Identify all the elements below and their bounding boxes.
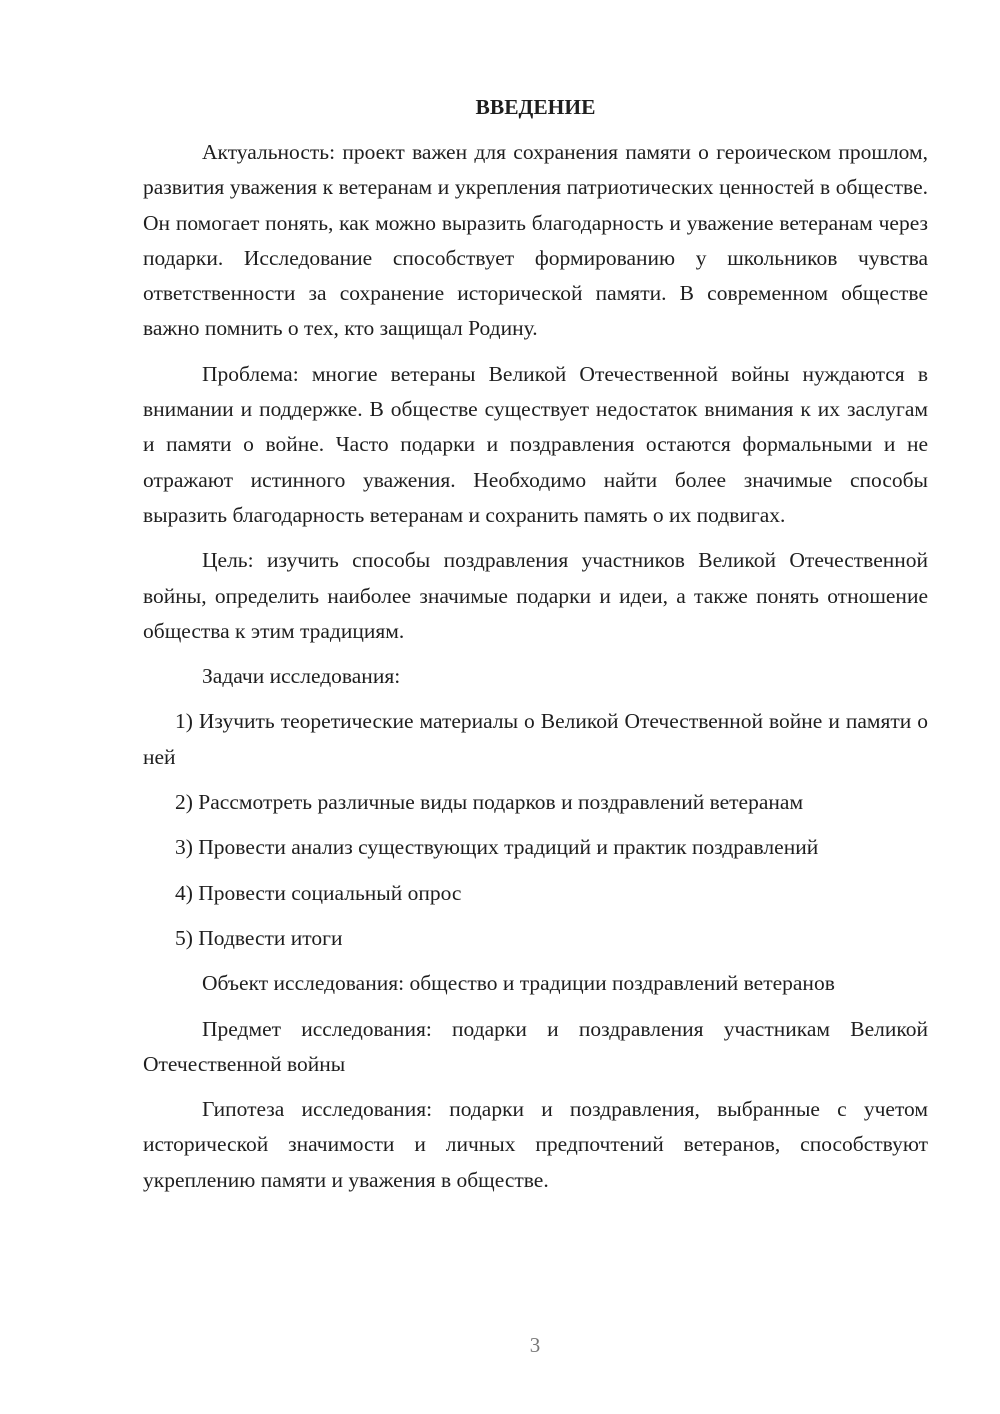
task-item: 4) Провести социальный опрос <box>175 880 462 905</box>
task-item: 1) Изучить теоретические материалы о Великой Отечественной войне и памяти о ней <box>143 709 928 769</box>
paragraph-hypothesis: Гипотеза исследования: подарки и поздравления, выбранные с учетом исторической значимости и личных предпочтений ветеранов, способствуют укреплению памяти и уважения в обществе. <box>143 1097 928 1192</box>
paragraph-relevance: Актуальность: проект важен для сохранения памяти о героическом прошлом, развития уважения к ветеранам и укрепления патриотических ценностей в обществе. Он помогает понять, как можно выразить благодарность и уважение ветеранам через подарки. Исследование способствует формированию у школьников чувства ответственности за сохранение исторической памяти. В современном обществе важно помнить о тех, кто защищал Родину. <box>143 140 928 341</box>
paragraph-subject: Предмет исследования: подарки и поздравления участникам Великой Отечественной войны <box>143 1016 928 1076</box>
task-item: 2) Рассмотреть различные виды подарков и поздравлений ветеранам <box>175 790 804 815</box>
task-item: 3) Провести анализ существующих традиций и практик поздравлений <box>175 835 819 860</box>
paragraph-object: Объект исследования: общество и традиции поздравлений ветеранов <box>202 971 835 996</box>
tasks-heading: Задачи исследования: <box>202 664 401 689</box>
section-title: ВВЕДЕНИЕ <box>475 95 596 119</box>
document-page <box>143 90 928 1208</box>
task-item: 5) Подвести итоги <box>175 925 343 950</box>
page-number: 3 <box>529 1333 541 1357</box>
paragraph-goal: Цель: изучить способы поздравления участников Великой Отечественной войны, определить наиболее значимые подарки и идеи, а также понять отношение общества к этим традициям. <box>143 548 928 643</box>
paragraph-problem: Проблема: многие ветераны Великой Отечественной войны нуждаются в внимании и поддержке. В обществе существует недостаток внимания к их заслугам и памяти о войне. Часто подарки и поздравления остаются формальными и не отражают истинного уважения. Необходимо найти более значимые способы выразить благодарность ветеранам и сохранить память о их подвигах. <box>143 361 928 527</box>
